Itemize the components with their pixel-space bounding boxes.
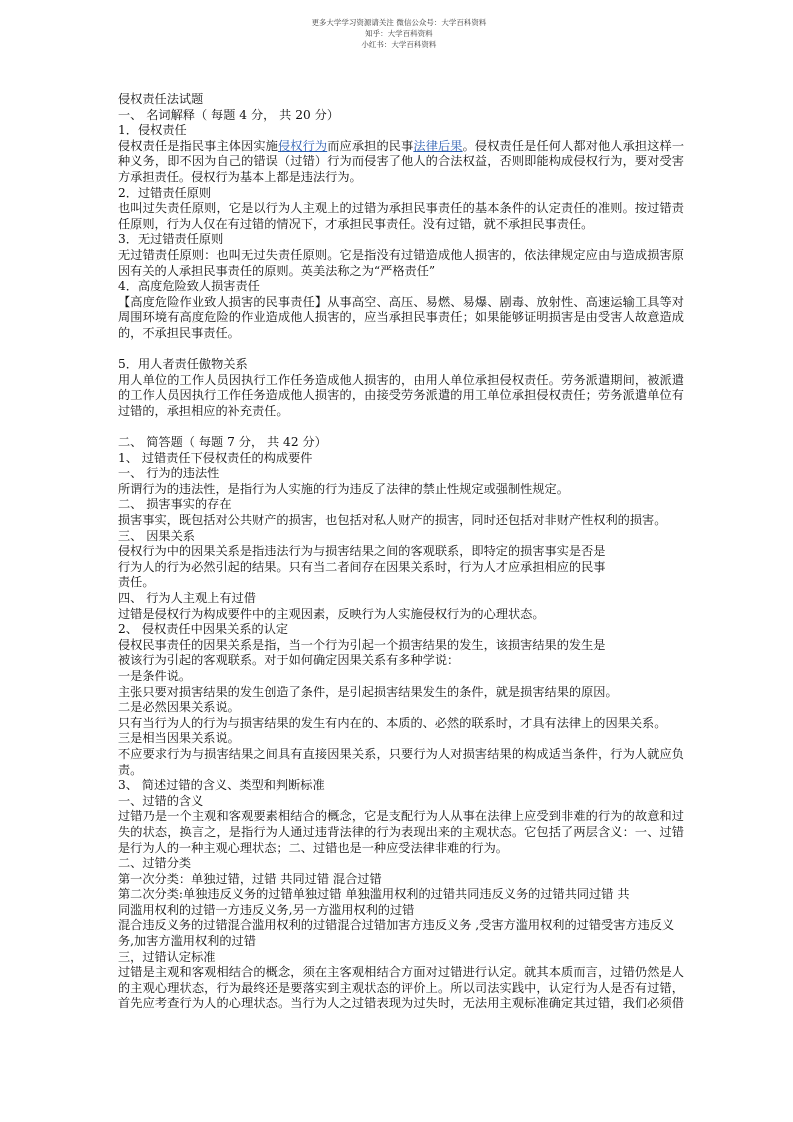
text-line: 行为人的行为必然引起的结果。只有当二者间存在因果关系时，行为人才应承担相应的民事 — [118, 559, 606, 574]
text-line: 过错是侵权行为构成要件中的主观因素，反映行为人实施侵权行为的心理状态。 — [118, 606, 545, 621]
text-line: 过错是主观和客观相结合的概念，须在主客观相结合方面对过错进行认定。就其本质而言，过错仍然是人 — [118, 965, 684, 980]
text-line: 三，过错认定标准 — [118, 949, 216, 964]
text-line: 一、 行为的违法性 — [118, 466, 220, 481]
text-line: 二、 损害事实的存在 — [118, 497, 232, 512]
text-line: 三是相当因果关系说。 — [118, 731, 240, 746]
text-line: 二、 简答题（ 每题 7 分， 共 42 分） — [118, 435, 327, 450]
text-line: 的工作人员因执行工作任务造成他人损害的，由接受劳务派遣的用工单位承担侵权责任；劳务派遣单位有 — [118, 388, 684, 403]
text-line: 2．过错责任原则 — [118, 185, 212, 200]
text-line: 用人单位的工作人员因执行工作任务造成他人损害的，由用人单位承担侵权责任。劳务派遣期间，被派遣 — [118, 372, 684, 387]
text-line: 同滥用权利的过错一方违反义务,另一方滥用权利的过错 — [118, 902, 415, 917]
text-line: 过错的，承担相应的补充责任。 — [118, 403, 289, 418]
text-line: 一是条件说。 — [118, 668, 192, 683]
header-wechat: 更多大学学习资源请关注 微信公众号：大学百科资料 — [311, 18, 487, 27]
text-line: 侵权责任法试题 — [118, 92, 204, 106]
text-line: 一、过错的含义 — [118, 793, 204, 808]
text-line: 首先应考查行为人的心理状态。当行为人之过错表现为过失时，无法用主观标准确定其过错，我们必须借 — [118, 996, 684, 1011]
text-line: 5．用人者责任傲物关系 — [118, 357, 248, 372]
text-line: 一、 名词解释（ 每题 4 分， 共 20 分） — [118, 107, 340, 122]
text-line: 主张只要对损害结果的发生创造了条件，是引起损害结果发生的条件，就是损害结果的原因。 — [118, 684, 618, 699]
text-line: 混合违反义务的过错混合滥用权利的过错混合过错加害方违反义务 ,受害方滥用权利的过错受害方违反义 — [118, 918, 675, 933]
text-line: 2、 侵权责任中因果关系的认定 — [118, 622, 289, 637]
text-line: 4．高度危险致人损害责任 — [118, 279, 260, 294]
text-line: 【高度危险作业致人损害的民事责任】从事高空、高压、易燃、易爆、剧毒、放射性、高速运输工具等对 — [118, 294, 684, 309]
text-line: 二是必然因果关系说。 — [118, 700, 240, 715]
text-line: 损害事实，既包括对公共财产的损害，也包括对私人财产的损害，同时还包括对非财产性权利的损害。 — [118, 513, 667, 528]
text-line: 第一次分类：单独过错，过错 共同过错 混合过错 — [118, 871, 382, 886]
text-line: 责任。 — [118, 575, 155, 590]
text-line: 是行为人的一种主观心理状态；二、过错也是一种应受法律非难的行为。 — [118, 840, 508, 855]
text-line: 周围环境有高度危险的作业造成他人损害的，应当承担民事责任；如果能够证明损害是由受害人故意造成 — [118, 310, 684, 325]
term-link[interactable]: 侵权行为 — [278, 138, 328, 153]
text-line: 只有当行为人的行为与损害结果的发生有内在的、本质的、必然的联系时，才具有法律上的因果关系。 — [118, 715, 667, 730]
text-line: 所谓行为的违法性，是指行为人实施的行为违反了法律的禁止性规定或强制性规定。 — [118, 481, 569, 496]
text-line: 责。 — [118, 762, 143, 777]
text-line: 失的状态，换言之，是指行为人通过违背法律的行为表现出来的主观状态。它包括了两层含义：一、过错 — [118, 824, 684, 839]
text-line: 第二次分类:单独违反义务的过错单独过错 单独滥用权利的过错共同违反义务的过错共同过错 共 — [118, 887, 630, 902]
text-line: 方承担责任。侵权行为基本上都是违法行为。 — [118, 169, 362, 184]
header-zhihu: 知乎：大学百科资料 — [365, 29, 433, 38]
document-body — [118, 92, 684, 1012]
text-segment: 。侵权责任是任何人都对他人承担这样一 — [462, 138, 685, 153]
text-line — [118, 419, 684, 435]
text-line: 被该行为引起的客观联系。对于如何确定因果关系有多种学说： — [118, 653, 460, 668]
text-line: 1．侵权责任 — [118, 123, 187, 138]
text-line: 的主观心理状态，行为最终还是要落实到主观状态的评价上。所以司法实践中，认定行为人是否有过错， — [118, 980, 684, 995]
text-line: 1、 过错责任下侵权责任的构成要件 — [118, 450, 313, 465]
text-line: 无过错责任原则：也叫无过失责任原则。它是指没有过错造成他人损害的，依法律规定应由与造成损害原 — [118, 247, 684, 262]
text-line: 四、 行为人主观上有过借 — [118, 591, 256, 605]
text-line — [118, 139, 684, 155]
text-line: 过错乃是一个主观和客观要素相结合的概念，它是支配行为人从事在法律上应受到非难的行为的故意和过 — [118, 809, 684, 824]
text-line: 侵权民事责任的因果关系是指，当一个行为引起一个损害结果的发生，该损害结果的发生是 — [118, 637, 606, 652]
text-line: 务,加害方滥用权利的过错 — [118, 934, 256, 949]
text-line: 二、过错分类 — [118, 856, 192, 871]
header-xiaohongshu: 小红书：大学百科资料 — [361, 40, 437, 49]
text-line: 3．无过错责任原则 — [118, 232, 224, 247]
text-line: 3、 简述过错的含义、类型和判断标准 — [118, 778, 325, 793]
text-line: 种义务，即不因为自己的错误（过错）行为而侵害了他人的合法权益，否则即能构成侵权行为，要对受害 — [118, 154, 684, 169]
text-line: 侵权行为中的因果关系是指违法行为与损害结果之间的客观联系，即特定的损害事实是否是 — [118, 544, 606, 559]
term-link[interactable]: 法律后果 — [413, 138, 463, 153]
text-segment: 侵权责任是指民事主体因实施 — [118, 138, 278, 153]
text-segment: 而应承担的民事 — [327, 138, 414, 153]
text-line: 因有关的人承担民事责任的原则。英美法称之为“严格责任” — [118, 263, 436, 278]
text-line: 三、 因果关系 — [118, 528, 195, 543]
text-line: 任原则，行为人仅在有过错的情况下，才承担民事责任。没有过错，就不承担民事责任。 — [118, 216, 594, 231]
page-header — [0, 8, 793, 50]
text-line — [118, 342, 684, 358]
text-line: 的，不承担民事责任。 — [118, 325, 240, 340]
text-line: 也叫过失责任原则，它是以行为人主观上的过错为承担民事责任的基本条件的认定责任的准则。按过错责 — [118, 201, 684, 216]
text-line: 不应要求行为与损害结果之间具有直接因果关系，只要行为人对损害结果的构成适当条件，行为人就应负 — [118, 746, 684, 761]
